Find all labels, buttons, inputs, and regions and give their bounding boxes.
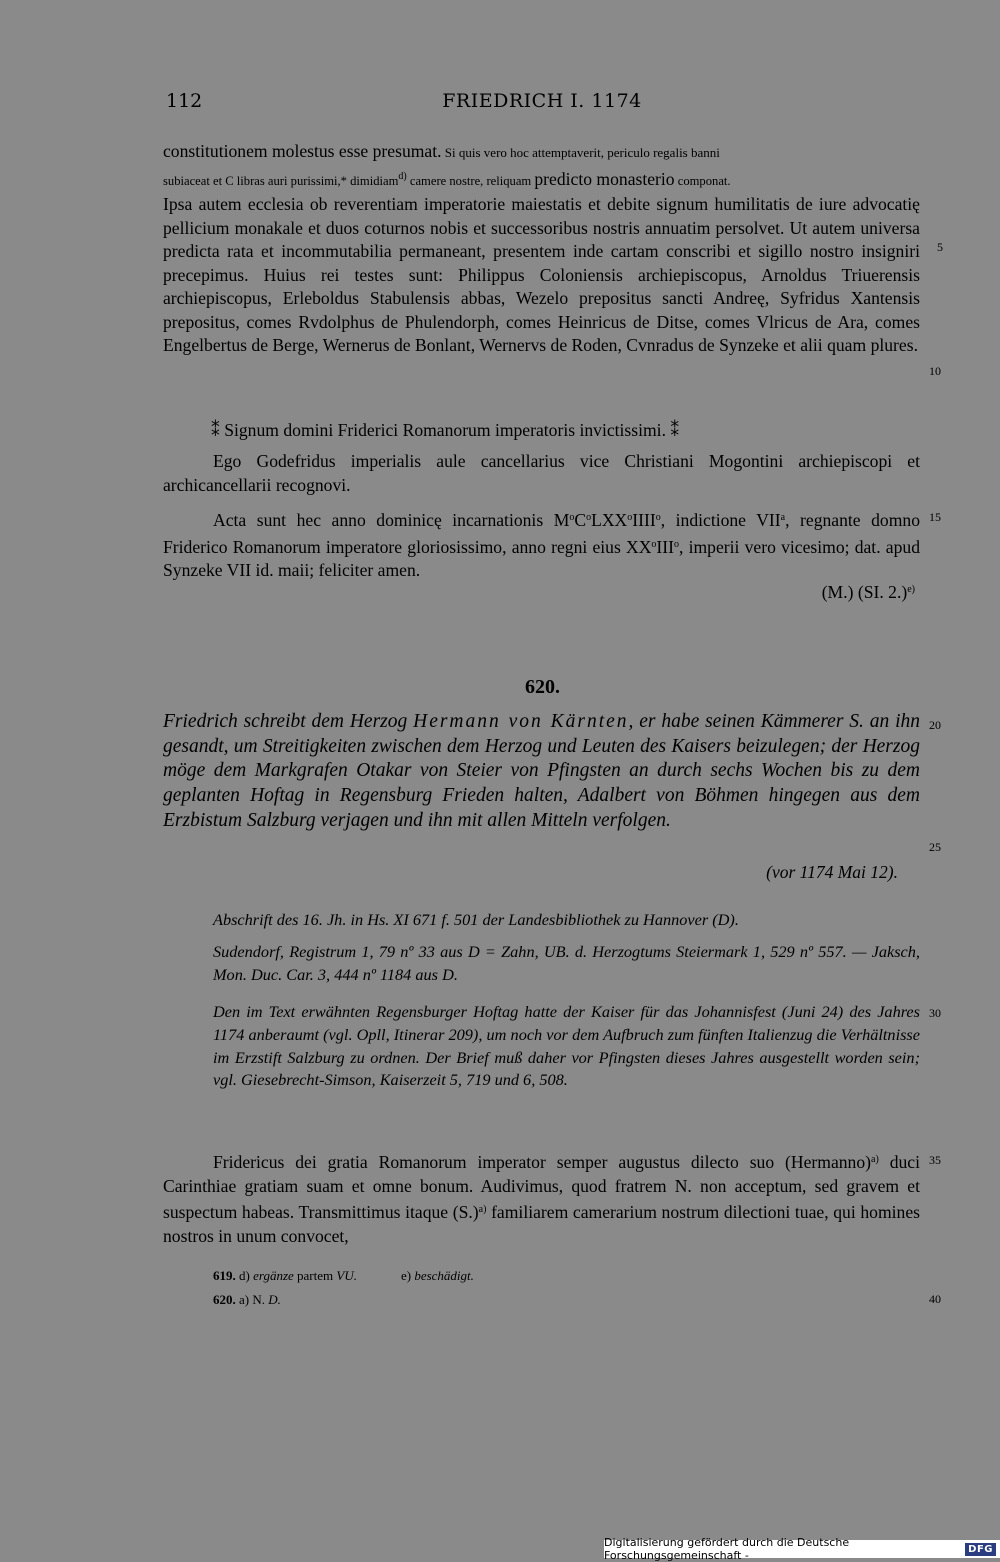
footnote-620: 620. a) N. D. [213, 1292, 281, 1307]
recognitio: Ego Godefridus imperialis aule cancellarius vice Christiani Mogontini archiepiscopi et archicancellarii recognovi. [163, 451, 920, 495]
dfg-logo: DFG [965, 1543, 996, 1556]
line-number-40: 40 [929, 1292, 941, 1306]
running-title: FRIEDRICH I. 1174 [442, 90, 642, 112]
page-header [166, 86, 918, 116]
credit-text: Digitalisierung gefördert durch die Deutsche Forschungsgemeinschaft - [604, 1536, 850, 1562]
line-number-35: 35 [929, 1153, 941, 1167]
doc620-text: Fridericus dei gratia Romanorum imperator semper augustus dilecto suo (Hermanno)$^{a)}$ duci Carinthiae gratiam suam et omne bonum. Audivimus, quod fratrem N. non acceptum, sed gravem et suspectum habeas. Transmittimus itaque $(S.)^{a)}$ familiarem camerarium nostrum dilectioni tuae, qui homines nostros in unum convocet, [163, 1152, 920, 1246]
note-editions: Sudendorf, Registrum 1, 79 nº 33 aus D = Zahn, UB. d. Herzogtums Steiermark 1, 529 nº 557. — Jaksch, Mon. Duc. Car. 3, 444 nº 1184 aus D. [213, 942, 920, 984]
signum-line: ⁑ Signum domini Friderici Romanorum imperatoris invictissimi. ⁑ [211, 420, 680, 440]
doc619-line1: constitutionem molestus esse presumat. Si quis vero hoc attemptaverit, periculo regalis banni [163, 141, 720, 161]
line-number-30: 30 [929, 1006, 941, 1020]
footnote-619: 619. d) ergänze partem VU. e) beschädigt. [213, 1268, 474, 1283]
doc619-body: Ipsa autem ecclesia ob reverentiam imperatorie maiestatis et debite signum humilitatis de iure advocatię pellicium monakale et duos coturnos nobis et successoribus nostris annuatim persolvet. Ut autem universa predicta rata et incommutabilia permaneant, presentem inde cartam conscribi et sigillo nostro insigniri precepimus. Huius rei testes sunt: Philippus Coloniensis archiepiscopus, Arnoldus Triuerensis archiepiscopus, Erleboldus Stabulensis abbas, Wezelo prepositus sancti Andreę, Syfridus Xantensis prepositus, comes Rvdolphus de Phulendorph, comes Heinricus de Ditse, comes Vlricus de Ara, comes Engelbertus de Berge, Wernerus de Bonlant, Wernervs de Roden, Cvnradus de Synzeke et alii quam plures. [163, 194, 920, 355]
seal-line: (M.) (SI. 2.)$^{e)}$ [821, 582, 915, 602]
note-commentary: Den im Text erwähnten Regensburger Hoftag hatte der Kaiser für das Johannisfest (Juni 24) des Jahres 1174 anberaumt (vgl. Opll, Itinerar 209), um noch vor dem Aufbruch zum fünften Italienzug die Verhältnisse im Erzstift Salzburg zu ordnen. Der Brief muß daher vor Pfingsten dieses Jahres ausgestellt worden sein; vgl. Giesebrecht-Simson, Kaiserzeit 5, 719 und 6, 508. [213, 1002, 920, 1090]
doc619-line2: subiaceat et C libras auri purissimi,* dimidiam$^{d)}$ camere nostre, reliquam predicto monasterio componat. [163, 168, 731, 189]
line-number-25: 25 [929, 840, 941, 854]
acta-line: Acta sunt hec anno dominicę incarnationis $M^oC^oLXX^oIIII^o$, indictione VII$^a$, regnante domno Friderico Romanorum imperatore gloriosissimo, anno regni eius $XX^oIII^o$, imperii vero vicesimo; dat. apud Synzeke VII id. maii; feliciter amen. [163, 510, 921, 580]
line-number-10: 10 [929, 364, 941, 378]
digitization-credit [604, 1536, 1000, 1562]
line-number-20: 20 [929, 718, 941, 732]
line-number-5: 5 [937, 240, 943, 254]
document-number: 620. [525, 676, 560, 698]
note-manuscript: Abschrift des 16. Jh. in Hs. XI 671 f. 501 der Landesbibliothek zu Hannover (D). [213, 910, 739, 929]
doc619-text [163, 140, 920, 358]
page-number: 112 [166, 90, 203, 112]
document-date: (vor 1174 Mai 12). [766, 862, 898, 882]
regest: Friedrich schreibt dem Herzog Hermann von Kärnten, er habe seinen Kämmerer S. an ihn gesandt, um Streitigkeiten zwischen dem Herzog und Leuten des Kaisers beizulegen; der Herzog möge dem Markgrafen Otakar von Steier von Pfingsten an durch sechs Wochen bis zu dem geplanten Hoftag in Regensburg Frieden halten, Adalbert von Böhmen hingegen aus dem Erzbistum Salzburg verjagen und ihn mit allen Mitteln verfolgen. [163, 711, 920, 831]
line-number-15: 15 [929, 510, 941, 524]
